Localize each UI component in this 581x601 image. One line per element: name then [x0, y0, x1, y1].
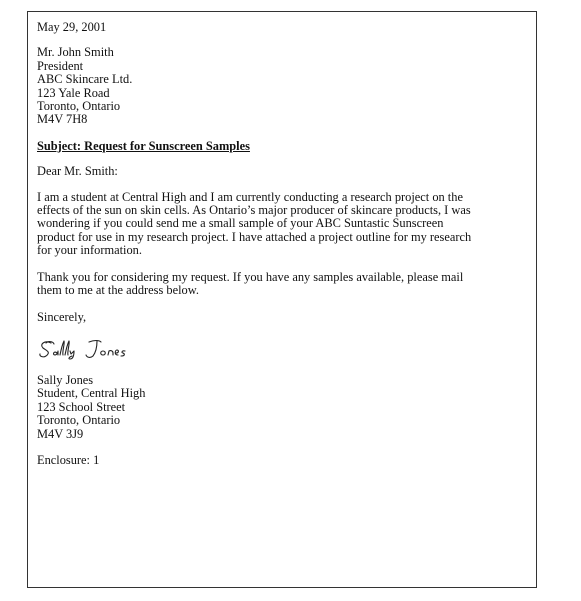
closing-text: Sincerely, — [37, 309, 87, 324]
letter-body — [37, 21, 529, 467]
enclosure-note — [37, 454, 529, 467]
handwritten-signature — [37, 338, 529, 360]
enclosure-text: Enclosure: 1 — [37, 452, 100, 467]
body-line: I am a student at Central High and I am currently conducting a research project on the — [37, 189, 463, 204]
recipient-street: 123 Yale Road — [37, 85, 110, 100]
body-paragraph-1 — [37, 191, 529, 258]
subject-line — [37, 140, 529, 153]
sender-postal: M4V 3J9 — [37, 426, 84, 441]
letter-page — [27, 11, 537, 588]
sender-title: Student, Central High — [37, 386, 146, 401]
body-line: for your information. — [37, 243, 142, 258]
body-paragraph-2 — [37, 271, 529, 298]
recipient-city: Toronto, Ontario — [37, 99, 121, 114]
closing — [37, 311, 529, 324]
recipient-title: President — [37, 58, 84, 73]
body-line: product for use in my research project. I have attached a project outline for my research — [37, 229, 472, 244]
date-text: May 29, 2001 — [37, 20, 107, 34]
subject-text: Subject: Request for Sunscreen Samples — [37, 138, 250, 153]
body-line: Thank you for considering my request. If you have any samples available, please mail — [37, 269, 464, 284]
sender-address — [37, 374, 529, 441]
salutation — [37, 165, 529, 178]
recipient-postal: M4V 7H8 — [37, 112, 88, 127]
recipient-name: Mr. John Smith — [37, 45, 114, 60]
body-line: wondering if you could send me a small sample of your ABC Suntastic Sunscreen — [37, 216, 444, 231]
sender-street: 123 School Street — [37, 399, 126, 414]
recipient-company: ABC Skincare Ltd. — [37, 72, 133, 87]
sender-city: Toronto, Ontario — [37, 413, 121, 428]
sender-name: Sally Jones — [37, 372, 94, 387]
body-line: them to me at the address below. — [37, 283, 199, 298]
recipient-address — [37, 46, 529, 126]
letter-date — [37, 21, 529, 34]
signature-graphic — [37, 338, 157, 360]
salutation-text: Dear Mr. Smith: — [37, 164, 118, 179]
body-line: effects of the sun on skin cells. As Ontario’s major producer of skincare products, I was — [37, 203, 471, 218]
